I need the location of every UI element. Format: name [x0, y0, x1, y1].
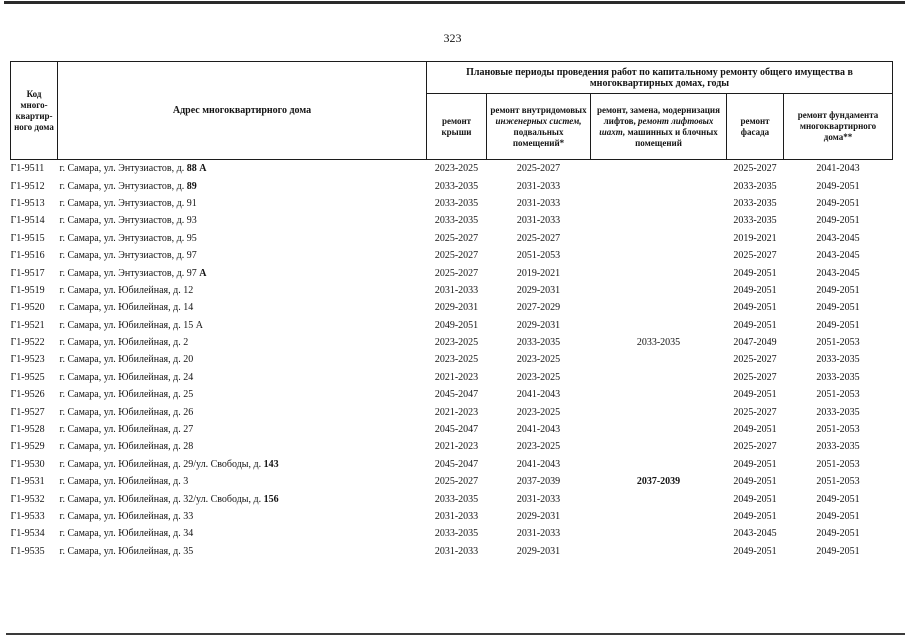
foundation-period: 2033-2035 — [816, 406, 860, 418]
facade-period: 2049-2051 — [733, 424, 777, 436]
house-code: Г1-9534 — [10, 528, 45, 540]
engineering-period: 2029-2031 — [516, 545, 561, 557]
table-row — [11, 473, 893, 490]
engineering-period: 2029-2031 — [516, 284, 561, 296]
engineering-period: 2041-2043 — [516, 458, 561, 470]
lift-period — [591, 212, 727, 229]
table-row — [11, 230, 893, 247]
address-text: г. Самара, ул. Энтузиастов, д. 97 — [59, 250, 197, 262]
bottom-rule — [6, 633, 905, 635]
header-address: Адрес многоквартирного дома — [58, 62, 427, 160]
facade-period: 2049-2051 — [733, 493, 777, 505]
roof-period: 2031-2033 — [434, 284, 479, 296]
repair-schedule-table — [10, 61, 893, 560]
address-number-bold: 143 — [263, 458, 279, 470]
house-address — [58, 299, 427, 316]
engineering-period: 2031-2033 — [516, 180, 561, 192]
foundation-period: 2049-2051 — [816, 319, 860, 331]
lift-period — [591, 543, 727, 560]
house-address — [58, 456, 427, 473]
facade-period: 2025-2027 — [733, 406, 777, 418]
engineering-period: 2023-2025 — [516, 371, 561, 383]
facade-period: 2049-2051 — [733, 545, 777, 557]
roof-period: 2045-2047 — [434, 424, 479, 436]
address-text: г. Самара, ул. Юбилейная, д. 35 — [59, 545, 194, 557]
facade-period: 2049-2051 — [733, 476, 777, 488]
address-text: г. Самара, ул. Юбилейная, д. 20 — [59, 354, 194, 366]
address-text: г. Самара, ул. Энтузиастов, д. 95 — [59, 232, 197, 244]
address-text: г. Самара, ул. Энтузиастов, д. 97 — [59, 267, 200, 279]
facade-period: 2049-2051 — [733, 284, 777, 296]
lift-period — [591, 317, 727, 334]
foundation-period: 2051-2053 — [816, 337, 860, 349]
foundation-period: 2049-2051 — [816, 215, 860, 227]
roof-period: 2031-2033 — [434, 511, 479, 522]
address-number-bold: 89 — [186, 180, 197, 192]
house-address — [58, 195, 427, 212]
lift-period — [591, 369, 727, 386]
house-code: Г1-9514 — [10, 215, 45, 227]
lift-period — [591, 525, 727, 542]
engineering-period: 2027-2029 — [516, 302, 561, 314]
foundation-period: 2051-2053 — [816, 424, 860, 436]
engineering-period: 2023-2025 — [516, 406, 561, 418]
facade-period: 2049-2051 — [733, 389, 777, 401]
house-address — [58, 438, 427, 455]
lift-period — [591, 508, 727, 525]
header-foundation: ремонт фундамента многоквартирного дома** — [784, 94, 893, 160]
foundation-period: 2043-2045 — [816, 250, 860, 262]
table-row — [11, 177, 893, 194]
engineering-period: 2051-2053 — [516, 250, 561, 262]
address-text: г. Самара, ул. Юбилейная, д. 34 — [59, 528, 194, 540]
house-code: Г1-9532 — [10, 493, 45, 505]
facade-period: 2025-2027 — [733, 441, 777, 453]
lift-period — [591, 264, 727, 281]
header-engineering-line3: подвальных помещений* — [512, 126, 565, 148]
house-address — [58, 317, 427, 334]
address-text: г. Самара, ул. Юбилейная, д. 15 А — [59, 319, 203, 331]
address-text: г. Самара, ул. Юбилейная, д. 32/ул. Свободы, д. — [59, 493, 264, 505]
address-text: г. Самара, ул. Юбилейная, д. 3 — [59, 476, 189, 488]
lift-period — [591, 247, 727, 264]
house-code: Г1-9525 — [10, 371, 45, 383]
roof-period: 2029-2031 — [434, 302, 479, 314]
header-lifts-line3: машинных и блочных помещений — [627, 126, 718, 148]
lift-period — [591, 438, 727, 455]
house-address — [58, 403, 427, 420]
house-address — [58, 212, 427, 229]
facade-period: 2025-2027 — [733, 163, 777, 175]
house-code: Г1-9513 — [10, 197, 45, 209]
foundation-period: 2043-2045 — [816, 232, 860, 244]
foundation-period: 2051-2053 — [816, 476, 860, 488]
lift-period — [591, 299, 727, 316]
house-address — [58, 386, 427, 403]
header-lifts-line1: ремонт, замена, модернизация лифтов, — [597, 104, 720, 126]
lift-period — [591, 421, 727, 438]
engineering-period: 2033-2035 — [516, 337, 561, 349]
engineering-period: 2025-2027 — [516, 163, 561, 175]
header-lifts-line2: ремонт лифтовых шахт, — [599, 115, 714, 137]
lift-period — [591, 230, 727, 247]
house-address — [58, 177, 427, 194]
house-address — [58, 334, 427, 351]
address-text: г. Самара, ул. Юбилейная, д. 29/ул. Свободы, д. — [59, 458, 264, 470]
facade-period: 2033-2035 — [733, 180, 777, 192]
lift-period — [591, 456, 727, 473]
house-code: Г1-9515 — [10, 232, 45, 244]
roof-period: 2033-2035 — [434, 180, 479, 192]
table-row — [11, 247, 893, 264]
roof-period: 2031-2033 — [434, 545, 479, 557]
house-code: Г1-9533 — [10, 511, 45, 522]
lift-period: 2037-2039 — [636, 476, 681, 488]
address-number-bold: 156 — [263, 493, 279, 505]
roof-period: 2025-2027 — [434, 267, 479, 279]
facade-period: 2047-2049 — [733, 337, 777, 349]
house-address — [58, 543, 427, 560]
facade-period: 2049-2051 — [733, 267, 777, 279]
engineering-period: 2029-2031 — [516, 319, 561, 331]
foundation-period: 2049-2051 — [816, 302, 860, 314]
address-number-bold: А — [199, 267, 207, 279]
table-row — [11, 160, 893, 178]
address-text: г. Самара, ул. Энтузиастов, д. — [59, 163, 187, 175]
foundation-period: 2049-2051 — [816, 180, 860, 192]
house-code: Г1-9531 — [10, 476, 45, 488]
top-rule — [4, 1, 905, 4]
house-address — [58, 490, 427, 507]
facade-period: 2043-2045 — [733, 528, 777, 540]
house-address — [58, 473, 427, 490]
header-roof: ремонт крыши — [427, 94, 487, 160]
foundation-period: 2049-2051 — [816, 284, 860, 296]
table-row — [11, 334, 893, 351]
lift-period — [591, 177, 727, 194]
address-text: г. Самара, ул. Юбилейная, д. 25 — [59, 389, 194, 401]
address-text: г. Самара, ул. Юбилейная, д. 27 — [59, 424, 194, 436]
engineering-period: 2029-2031 — [516, 511, 561, 522]
facade-period: 2033-2035 — [733, 215, 777, 227]
roof-period: 2033-2035 — [434, 493, 479, 505]
lift-period — [591, 490, 727, 507]
header-lifts — [591, 94, 727, 160]
lift-period — [591, 282, 727, 299]
house-address — [58, 264, 427, 281]
table-body — [11, 160, 893, 560]
table-row — [11, 212, 893, 229]
table-row — [11, 317, 893, 334]
foundation-period: 2049-2051 — [816, 528, 860, 540]
lift-period — [591, 160, 727, 178]
house-address — [58, 351, 427, 368]
header-periods: Плановые периоды проведения работ по капитальному ремонту общего имущества в многоквартирных домах, годы — [427, 62, 893, 94]
roof-period: 2045-2047 — [434, 458, 479, 470]
foundation-period: 2049-2051 — [816, 545, 860, 557]
house-address — [58, 247, 427, 264]
header-engineering — [487, 94, 591, 160]
roof-period: 2033-2035 — [434, 197, 479, 209]
table-row — [11, 525, 893, 542]
roof-period: 2021-2023 — [434, 406, 479, 418]
table-row — [11, 386, 893, 403]
roof-period: 2023-2025 — [434, 337, 479, 349]
engineering-period: 2023-2025 — [516, 354, 561, 366]
house-code: Г1-9511 — [10, 163, 45, 175]
lift-period — [591, 351, 727, 368]
house-address — [58, 369, 427, 386]
address-text: г. Самара, ул. Юбилейная, д. 28 — [59, 441, 194, 453]
foundation-period: 2051-2053 — [816, 458, 860, 470]
foundation-period: 2033-2035 — [816, 371, 860, 383]
roof-period: 2025-2027 — [434, 476, 479, 488]
address-number-bold: 88 А — [186, 163, 207, 175]
engineering-period: 2019-2021 — [516, 267, 561, 279]
foundation-period: 2049-2051 — [816, 493, 860, 505]
house-code: Г1-9523 — [10, 354, 45, 366]
house-code: Г1-9522 — [10, 337, 45, 349]
facade-period: 2019-2021 — [733, 232, 777, 244]
engineering-period: 2023-2025 — [516, 441, 561, 453]
address-text: г. Самара, ул. Энтузиастов, д. — [59, 180, 187, 192]
facade-period: 2025-2027 — [733, 250, 777, 262]
engineering-period: 2031-2033 — [516, 215, 561, 227]
house-code: Г1-9519 — [10, 284, 45, 296]
foundation-period: 2033-2035 — [816, 354, 860, 366]
table-row — [11, 508, 893, 525]
address-text: г. Самара, ул. Энтузиастов, д. 93 — [59, 215, 197, 227]
table-row — [11, 299, 893, 316]
house-address — [58, 508, 427, 525]
table-row — [11, 351, 893, 368]
house-code: Г1-9512 — [10, 180, 45, 192]
house-code: Г1-9528 — [10, 424, 45, 436]
facade-period: 2049-2051 — [733, 511, 777, 522]
table-row — [11, 195, 893, 212]
address-text: г. Самара, ул. Юбилейная, д. 24 — [59, 371, 194, 383]
house-address — [58, 160, 427, 178]
engineering-period: 2031-2033 — [516, 528, 561, 540]
engineering-period: 2031-2033 — [516, 197, 561, 209]
roof-period: 2025-2027 — [434, 232, 479, 244]
house-code: Г1-9530 — [10, 458, 45, 470]
header-facade: ремонт фасада — [727, 94, 784, 160]
facade-period: 2049-2051 — [733, 302, 777, 314]
roof-period: 2021-2023 — [434, 371, 479, 383]
engineering-period: 2031-2033 — [516, 493, 561, 505]
house-code: Г1-9526 — [10, 389, 45, 401]
roof-period: 2049-2051 — [434, 319, 479, 331]
address-text: г. Самара, ул. Энтузиастов, д. 91 — [59, 197, 197, 209]
header-engineering-line1: ремонт внутридомовых — [490, 104, 587, 115]
house-code: Г1-9521 — [10, 319, 45, 331]
lift-period: 2033-2035 — [636, 337, 681, 349]
table-row — [11, 264, 893, 281]
house-address — [58, 282, 427, 299]
header-code: Код много-квартир-ного дома — [11, 62, 58, 160]
foundation-period: 2043-2045 — [816, 267, 860, 279]
roof-period: 2023-2025 — [434, 354, 479, 366]
house-code: Г1-9535 — [10, 545, 45, 557]
foundation-period: 2049-2051 — [816, 197, 860, 209]
roof-period: 2023-2025 — [434, 163, 479, 175]
address-text: г. Самара, ул. Юбилейная, д. 26 — [59, 406, 194, 418]
facade-period: 2025-2027 — [733, 354, 777, 366]
address-text: г. Самара, ул. Юбилейная, д. 14 — [59, 302, 194, 314]
house-address — [58, 525, 427, 542]
table-row — [11, 456, 893, 473]
header-engineering-line2: инженерных систем, — [495, 115, 582, 126]
house-address — [58, 421, 427, 438]
house-code: Г1-9520 — [10, 302, 45, 314]
table-row — [11, 438, 893, 455]
lift-period — [591, 386, 727, 403]
table-row — [11, 403, 893, 420]
address-text: г. Самара, ул. Юбилейная, д. 33 — [59, 511, 194, 522]
house-code: Г1-9517 — [10, 267, 45, 279]
foundation-period: 2049-2051 — [816, 511, 860, 522]
lift-period — [591, 195, 727, 212]
roof-period: 2033-2035 — [434, 215, 479, 227]
lift-period — [591, 403, 727, 420]
roof-period: 2025-2027 — [434, 250, 479, 262]
foundation-period: 2033-2035 — [816, 441, 860, 453]
roof-period: 2033-2035 — [434, 528, 479, 540]
table-row — [11, 543, 893, 560]
table-row — [11, 421, 893, 438]
facade-period: 2049-2051 — [733, 319, 777, 331]
foundation-period: 2041-2043 — [816, 163, 860, 175]
house-address — [58, 230, 427, 247]
page-number: 323 — [443, 31, 462, 45]
facade-period: 2033-2035 — [733, 197, 777, 209]
table-row — [11, 490, 893, 507]
table-row — [11, 369, 893, 386]
facade-period: 2049-2051 — [733, 458, 777, 470]
engineering-period: 2041-2043 — [516, 389, 561, 401]
house-code: Г1-9527 — [10, 406, 45, 418]
foundation-period: 2051-2053 — [816, 389, 860, 401]
table-row — [11, 282, 893, 299]
engineering-period: 2041-2043 — [516, 424, 561, 436]
roof-period: 2021-2023 — [434, 441, 479, 453]
house-code: Г1-9529 — [10, 441, 45, 453]
facade-period: 2025-2027 — [733, 371, 777, 383]
address-text: г. Самара, ул. Юбилейная, д. 2 — [59, 337, 189, 349]
address-text: г. Самара, ул. Юбилейная, д. 12 — [59, 284, 194, 296]
roof-period: 2045-2047 — [434, 389, 479, 401]
engineering-period: 2037-2039 — [516, 476, 561, 488]
engineering-period: 2025-2027 — [516, 232, 561, 244]
house-code: Г1-9516 — [10, 250, 45, 262]
